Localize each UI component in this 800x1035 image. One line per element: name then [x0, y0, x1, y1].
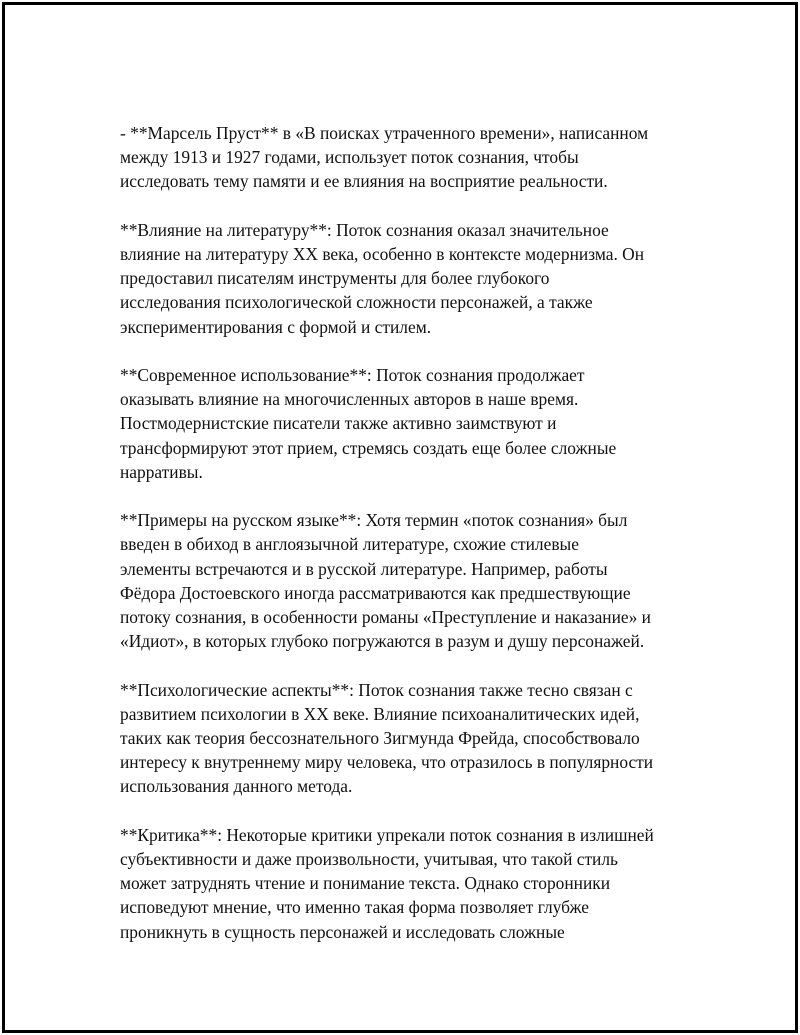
text-line: трансформируют этот прием, стремясь создать еще более сложные [120, 437, 617, 458]
paragraph-proust [120, 121, 700, 194]
text-line: исповедуют мнение, что именно такая форма позволяет глубже [120, 897, 590, 918]
text-line: **Примеры на русском языке**: Хотя термин «поток сознания» был [120, 510, 628, 531]
text-line: «Идиот», в которых глубоко погружаются в разум и душу персонажей. [120, 631, 645, 652]
text-line: между 1913 и 1927 годами, использует поток сознания, чтобы [120, 147, 579, 168]
text-line: Фёдора Достоевского иногда рассматриваются как предшествующие [120, 582, 631, 603]
text-line: предоставил писателям инструменты для более глубокого [120, 268, 550, 289]
text-line: может затруднять чтение и понимание текста. Однако сторонники [120, 873, 611, 894]
text-line: влияние на литературу XX века, особенно в контексте модернизма. Он [120, 244, 645, 264]
text-line: нарративы. [120, 461, 203, 482]
document-body [120, 121, 700, 968]
text-line: развитием психологии в XX веке. Влияние психоаналитических идей, [120, 703, 640, 724]
paragraph-influence [120, 218, 700, 339]
text-line: введен в обиход в англоязычной литературе, схожие стилевые [120, 534, 579, 555]
text-line: Постмодернистские писатели также активно заимствуют и [120, 413, 557, 434]
paragraph-modern-use [120, 363, 700, 484]
text-line: таких как теория бессознательного Зигмунда Фрейда, способствовало [120, 728, 640, 749]
text-line: экспериментирования с формой и стилем. [120, 316, 432, 337]
text-line: оказывать влияние на многочисленных авторов в наше время. [120, 389, 579, 410]
text-line: - **Марсель Пруст** в «В поисках утраченного времени», написанном [120, 123, 649, 143]
text-line: использования данного метода. [120, 776, 353, 797]
text-line: проникнуть в сущность персонажей и исследовать сложные [120, 921, 565, 942]
text-line: элементы встречаются и в русской литературе. Например, работы [120, 558, 608, 579]
paragraph-psychology [120, 678, 700, 799]
text-line: субъективности и даже произвольности, учитывая, что такой стиль [120, 849, 618, 870]
text-line: интересу к внутреннему миру человека, что отразилось в популярности [120, 752, 654, 773]
document-page [2, 2, 798, 1033]
text-line: **Влияние на литературу**: Поток сознания оказал значительное [120, 219, 609, 240]
text-line: **Психологические аспекты**: Поток сознания также тесно связан с [120, 679, 633, 700]
text-line: **Критика**: Некоторые критики упрекали поток сознания в излишней [120, 824, 654, 845]
paragraph-russian-examples [120, 508, 700, 653]
text-line: исследования психологической сложности персонажей, а также [120, 292, 593, 313]
text-line: **Современное использование**: Поток сознания продолжает [120, 365, 585, 385]
text-line: исследовать тему памяти и ее влияния на восприятие реальности. [120, 171, 608, 192]
paragraph-criticism [120, 823, 700, 944]
text-line: потоку сознания, в особенности романы «Преступление и наказание» и [120, 607, 651, 628]
